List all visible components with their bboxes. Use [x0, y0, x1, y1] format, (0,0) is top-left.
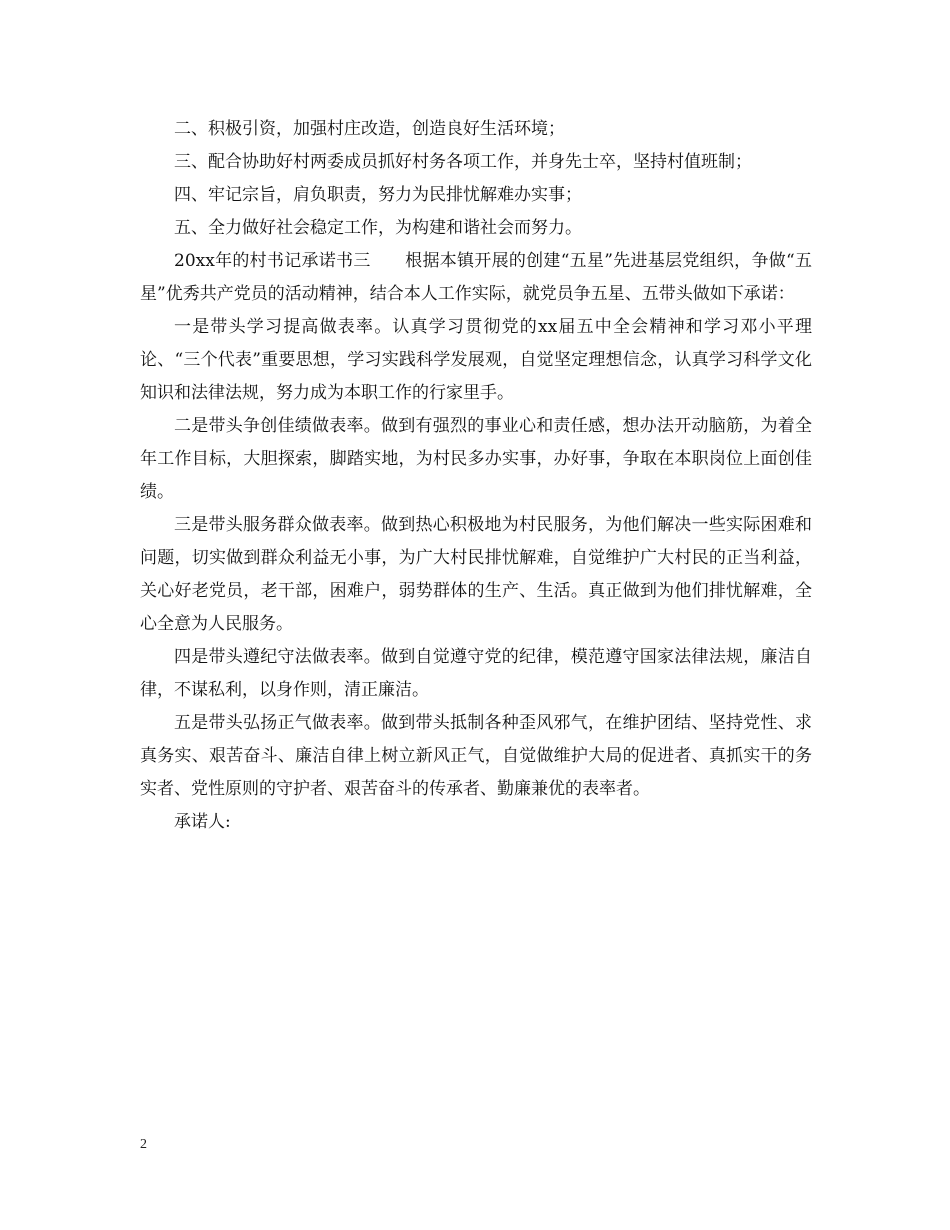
paragraph-pledge-intro: 20xx年的村书记承诺书三 根据本镇开展的创建“五星”先进基层党组织，争做“五星”优秀共产党员的活动精神，结合本人工作实际，就党员争五星、五带头做如下承诺： — [140, 251, 812, 304]
document-body — [140, 113, 812, 839]
paragraph-pledge-study: 一是带头学习提高做表率。认真学习贯彻党的xx届五中全会精神和学习邓小平理论、“三个代表”重要思想，学习实践科学发展观，自觉坚定理想信念，认真学习科学文化知识和法律法规，努力成为本职工作的行家里手。 — [140, 317, 812, 403]
paragraph-pledge-law: 四是带头遵纪守法做表率。做到自觉遵守党的纪律，模范遵守国家法律法规，廉洁自律，不谋私利，以身作则，清正廉洁。 — [140, 647, 812, 700]
paragraph-pledge-achievement: 二是带头争创佳绩做表率。做到有强烈的事业心和责任感，想办法开动脑筋，为着全年工作目标，大胆探索，脚踏实地，为村民多办实事，办好事，争取在本职岗位上面创佳绩。 — [140, 416, 812, 502]
paragraph-item-5: 五、全力做好社会稳定工作，为构建和谐社会而努力。 — [174, 218, 582, 238]
paragraph-item-3: 三、配合协助好村两委成员抓好村务各项工作，并身先士卒，坚持村值班制； — [174, 152, 752, 172]
paragraph-item-2: 二、积极引资，加强村庄改造，创造良好生活环境； — [174, 119, 565, 139]
signature-line: 承诺人: — [174, 812, 231, 832]
paragraph-pledge-service: 三是带头服务群众做表率。做到热心积极地为村民服务，为他们解决一些实际困难和问题，切实做到群众利益无小事，为广大村民排忧解难，自觉维护广大村民的正当利益，关心好老党员，老干部，困难户，弱势群体的生产、生活。真正做到为他们排忧解难，全心全意为人民服务。 — [140, 515, 812, 634]
paragraph-pledge-integrity: 五是带头弘扬正气做表率。做到带头抵制各种歪风邪气，在维护团结、坚持党性、求真务实、艰苦奋斗、廉洁自律上树立新风正气，自觉做维护大局的促进者、真抓实干的务实者、党性原则的守护者、艰苦奋斗的传承者、勤廉兼优的表率者。 — [140, 713, 812, 799]
page-number: 2 — [140, 1137, 147, 1152]
paragraph-item-4: 四、牢记宗旨，肩负职责，努力为民排忧解难办实事； — [174, 185, 582, 205]
